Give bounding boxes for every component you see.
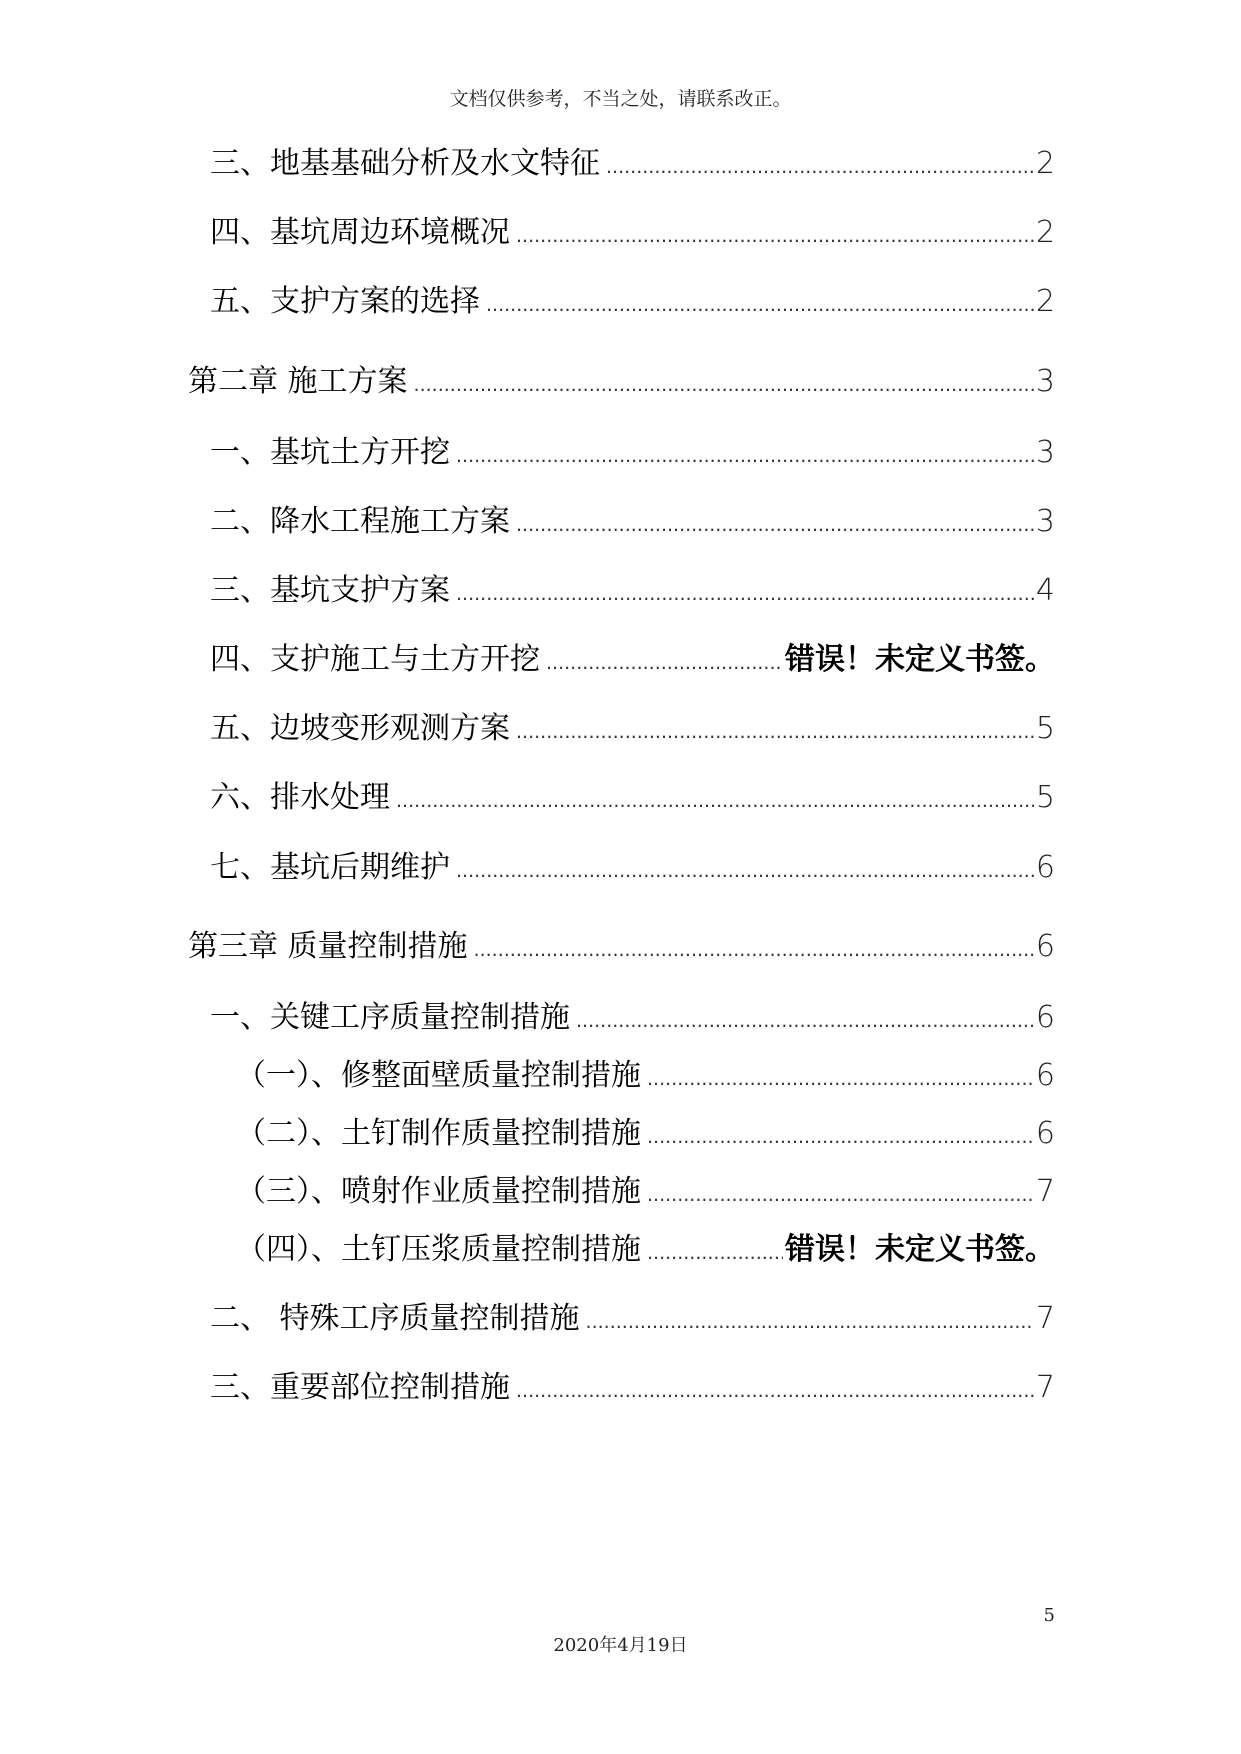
toc-entry-title: 一、基坑土方开挖	[210, 435, 450, 470]
toc-entry-title: 三、重要部位控制措施	[210, 1370, 510, 1405]
toc-entry-page: 5	[1035, 711, 1055, 746]
toc-dot-leader	[516, 505, 1034, 545]
toc-entry[interactable]	[210, 1299, 1055, 1342]
toc-entry-page: 6	[1035, 929, 1055, 964]
toc-entry-page: 4	[1035, 573, 1055, 608]
toc-entry-title: （四）、土钉压浆质量控制措施	[236, 1232, 641, 1267]
toc-entry-title: 二、 特殊工序质量控制措施	[210, 1301, 580, 1336]
toc-dot-leader	[647, 1175, 1034, 1215]
toc-entry[interactable]	[210, 144, 1055, 187]
toc-entry-title: 六、排水处理	[210, 780, 390, 815]
toc-subentry[interactable]	[236, 1114, 1055, 1157]
toc-entry-page: 2	[1035, 284, 1055, 319]
toc-dot-leader	[606, 147, 1034, 187]
toc-dot-leader	[576, 1001, 1034, 1041]
toc-entry-page: 7	[1035, 1301, 1055, 1336]
toc-entry-page: 2	[1035, 215, 1055, 250]
toc-dot-leader	[474, 930, 1034, 970]
toc-entry[interactable]	[210, 709, 1055, 752]
toc-entry-title: （一）、修整面壁质量控制措施	[236, 1058, 641, 1093]
toc-entry[interactable]	[210, 571, 1055, 614]
toc-chapter-entry[interactable]	[188, 362, 1055, 405]
toc-dot-leader	[486, 285, 1034, 325]
page-number: 5	[1043, 1605, 1055, 1626]
footer-date: 2020年4月19日	[553, 1635, 688, 1656]
toc-entry-page: 3	[1035, 364, 1055, 399]
toc-entry-page: 3	[1035, 435, 1055, 470]
toc-entry-page: 5	[1035, 780, 1055, 815]
toc-entry-title: 三、基坑支护方案	[210, 573, 450, 608]
toc-entry[interactable]	[210, 502, 1055, 545]
toc-dot-leader	[586, 1302, 1034, 1342]
toc-entry-page: 7	[1035, 1174, 1055, 1209]
toc-entry-page: 6	[1035, 1116, 1055, 1151]
toc-dot-leader	[456, 436, 1034, 476]
toc-entry-title: 第二章 施工方案	[188, 364, 408, 399]
toc-entry-title: 一、关键工序质量控制措施	[210, 1000, 570, 1035]
toc-dot-leader	[414, 365, 1034, 405]
toc-entry-title: 七、基坑后期维护	[210, 850, 450, 885]
toc-entry[interactable]	[210, 282, 1055, 325]
toc-dot-leader	[647, 1117, 1034, 1157]
toc-entry-page: 2	[1035, 146, 1055, 181]
toc-entry-title: （三）、喷射作业质量控制措施	[236, 1174, 641, 1209]
toc-entry-page: 6	[1035, 850, 1055, 885]
page-header: 文档仅供参考，不当之处，请联系改正。	[449, 88, 792, 110]
toc-entry-title: 二、降水工程施工方案	[210, 504, 510, 539]
toc-bookmark-error: 错误！未定义书签。	[785, 1232, 1055, 1267]
toc-chapter-entry[interactable]	[188, 927, 1055, 970]
toc-dot-leader	[647, 1059, 1034, 1099]
toc-entry-title: 四、支护施工与土方开挖	[210, 642, 540, 677]
toc-entry-title: 五、支护方案的选择	[210, 284, 480, 319]
toc-entry[interactable]	[210, 640, 1055, 683]
toc-dot-leader	[396, 781, 1034, 821]
toc-entry[interactable]	[210, 433, 1055, 476]
toc-dot-leader	[647, 1233, 783, 1273]
toc-dot-leader	[456, 851, 1034, 891]
toc-dot-leader	[456, 574, 1034, 614]
toc-entry[interactable]	[210, 1368, 1055, 1411]
toc-dot-leader	[516, 216, 1034, 256]
toc-entry-page: 6	[1035, 1058, 1055, 1093]
toc-dot-leader	[546, 643, 783, 683]
toc-entry-title: （二）、土钉制作质量控制措施	[236, 1116, 641, 1151]
toc-entry[interactable]	[210, 778, 1055, 821]
toc-entry[interactable]	[210, 998, 1055, 1041]
toc-subentry[interactable]	[236, 1172, 1055, 1215]
toc-subentry[interactable]	[236, 1056, 1055, 1099]
toc-entry[interactable]	[210, 213, 1055, 256]
toc-entry-title: 第三章 质量控制措施	[188, 929, 468, 964]
toc-dot-leader	[516, 712, 1034, 752]
toc-bookmark-error: 错误！未定义书签。	[785, 642, 1055, 677]
toc-subentry[interactable]	[236, 1230, 1055, 1273]
toc-dot-leader	[516, 1371, 1034, 1411]
toc-entry-title: 五、边坡变形观测方案	[210, 711, 510, 746]
toc-entry-page: 7	[1035, 1370, 1055, 1405]
toc-entry-title: 三、地基基础分析及水文特征	[210, 146, 600, 181]
toc-entry-page: 3	[1035, 504, 1055, 539]
toc-entry-page: 6	[1035, 1000, 1055, 1035]
toc-entry-title: 四、基坑周边环境概况	[210, 215, 510, 250]
toc-entry[interactable]	[210, 848, 1055, 891]
